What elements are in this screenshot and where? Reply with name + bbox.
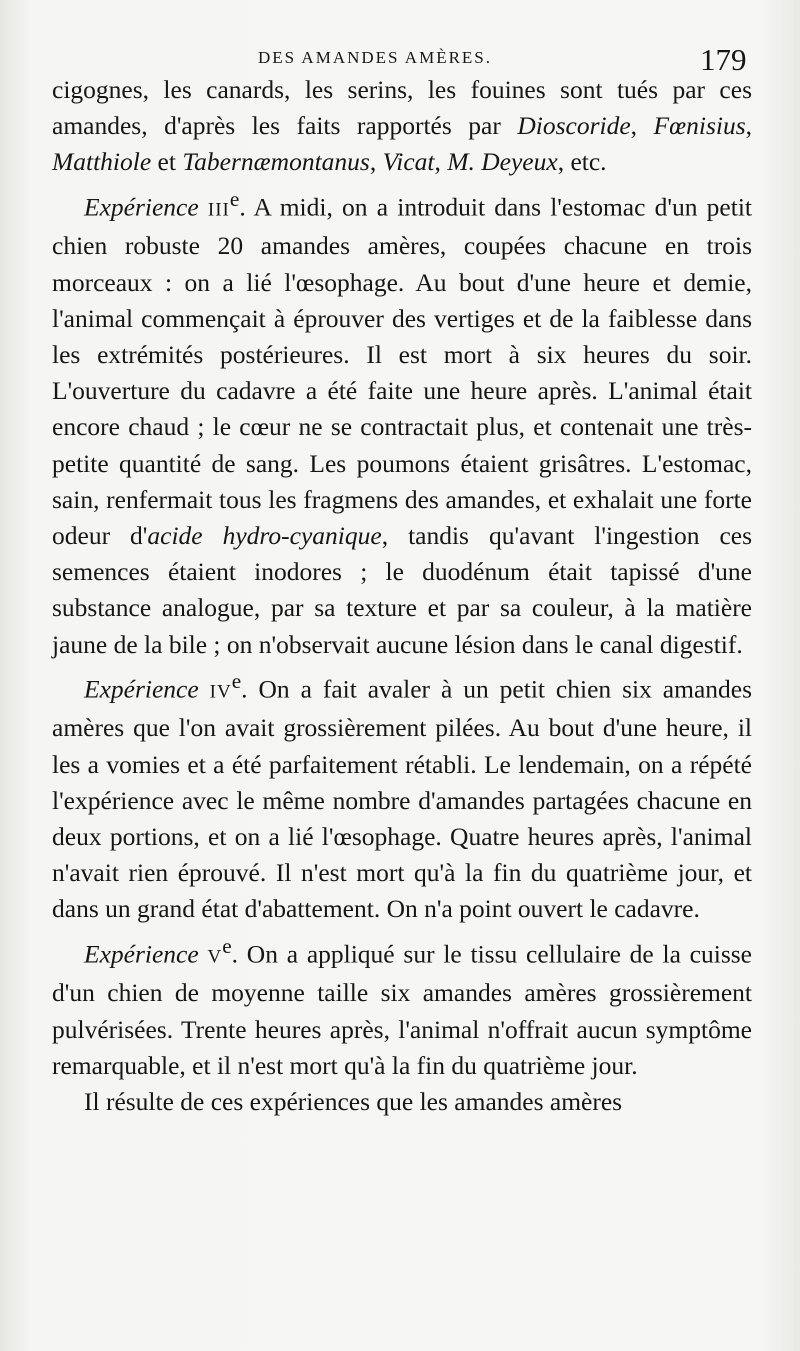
experience-number: IV	[209, 681, 232, 703]
page-number: 179	[700, 42, 747, 77]
text-run: et	[151, 147, 183, 177]
author-name: Tabernæmontanus	[182, 147, 370, 177]
text-run: ,	[434, 147, 448, 177]
paragraph-experience-3	[52, 181, 752, 663]
paragraph-experience-4	[52, 663, 752, 928]
running-title: DES AMANDES AMÈRES.	[258, 48, 493, 67]
author-name: Fœnisius	[653, 111, 746, 141]
text-run: , tandis qu'avant l'ingestion ces semences étaient inodores ; le duodénum était tapissé d'une substance analogue, par sa texture et par sa couleur, à la matière jaune de la bile ; on n'observait aucune lésion dans le canal digestif.	[52, 520, 752, 659]
experience-label: Expérience	[84, 939, 199, 969]
ordinal-suffix: e	[222, 933, 232, 958]
text-run: cigognes, les canards, les serins, les fouines sont tués par ces amandes, d'après les faits rapportés par	[52, 75, 752, 141]
text-run: . On a appliqué sur le tissu cellulaire de la cuisse d'un chien de moyenne taille six amandes amères grossièrement pulvérisées. Trente heures après, l'animal n'offrait aucun symptôme remarquable, et il n'est mort qu'à la fin du quatrième jour.	[52, 939, 752, 1080]
experience-number: V	[207, 946, 223, 968]
text-run: , etc.	[557, 147, 607, 177]
paragraph-continuation	[52, 72, 752, 181]
paragraph-conclusion	[52, 1084, 752, 1120]
text-run: ,	[745, 111, 753, 141]
experience-label: Expérience	[84, 192, 199, 222]
text-run: Il résulte de ces expériences que les amandes amères	[84, 1086, 623, 1116]
text-run: ,	[369, 147, 383, 177]
experience-label: Expérience	[84, 674, 199, 704]
text-run: . A midi, on a introduit dans l'estomac d'un petit chien robuste 20 amandes amères, coupées chacune en trois morceaux : on a lié l'œsophage. Au bout d'une heure et demie, l'animal commençait à éprouver des vertiges et de la faiblesse dans les extrémités postérieures. Il est mort à six heures du soir. L'ouverture du cadavre a été faite une heure après. L'animal était encore chaud ; le cœur ne se contractait plus, et contenait une très-petite quantité de sang. Les poumons étaient grisâtres. L'estomac, sain, renfermait tous les fragmens des amandes, et exhalait une forte odeur d'	[52, 192, 753, 550]
text-run: ,	[630, 111, 654, 141]
author-name: Matthiole	[52, 147, 152, 177]
text-run: . On a fait avaler à un petit chien six amandes amères que l'on avait grossièrement pilées. Au bout d'une heure, il les a vomies et a été parfaitement rétabli. Le lendemain, on a répété l'expérience avec le même nombre d'amandes partagées chacune en deux portions, et on a lié l'œsophage. Quatre heures après, l'animal n'avait rien éprouvé. Il n'est mort qu'à la fin du quatrième jour, et dans un grand état d'abattement. On n'a point ouvert le cadavre.	[52, 674, 753, 924]
author-name: Dioscoride	[517, 111, 631, 141]
ordinal-suffix: e	[229, 186, 240, 211]
author-name: M. Deyeux	[447, 147, 558, 177]
chemical-term: acide hydro-cyanique	[147, 520, 382, 550]
author-name: Vicat	[382, 147, 435, 177]
body-text	[52, 72, 752, 1120]
paragraph-experience-5	[52, 928, 752, 1084]
ordinal-suffix: e	[231, 668, 242, 693]
experience-number: III	[207, 199, 230, 221]
